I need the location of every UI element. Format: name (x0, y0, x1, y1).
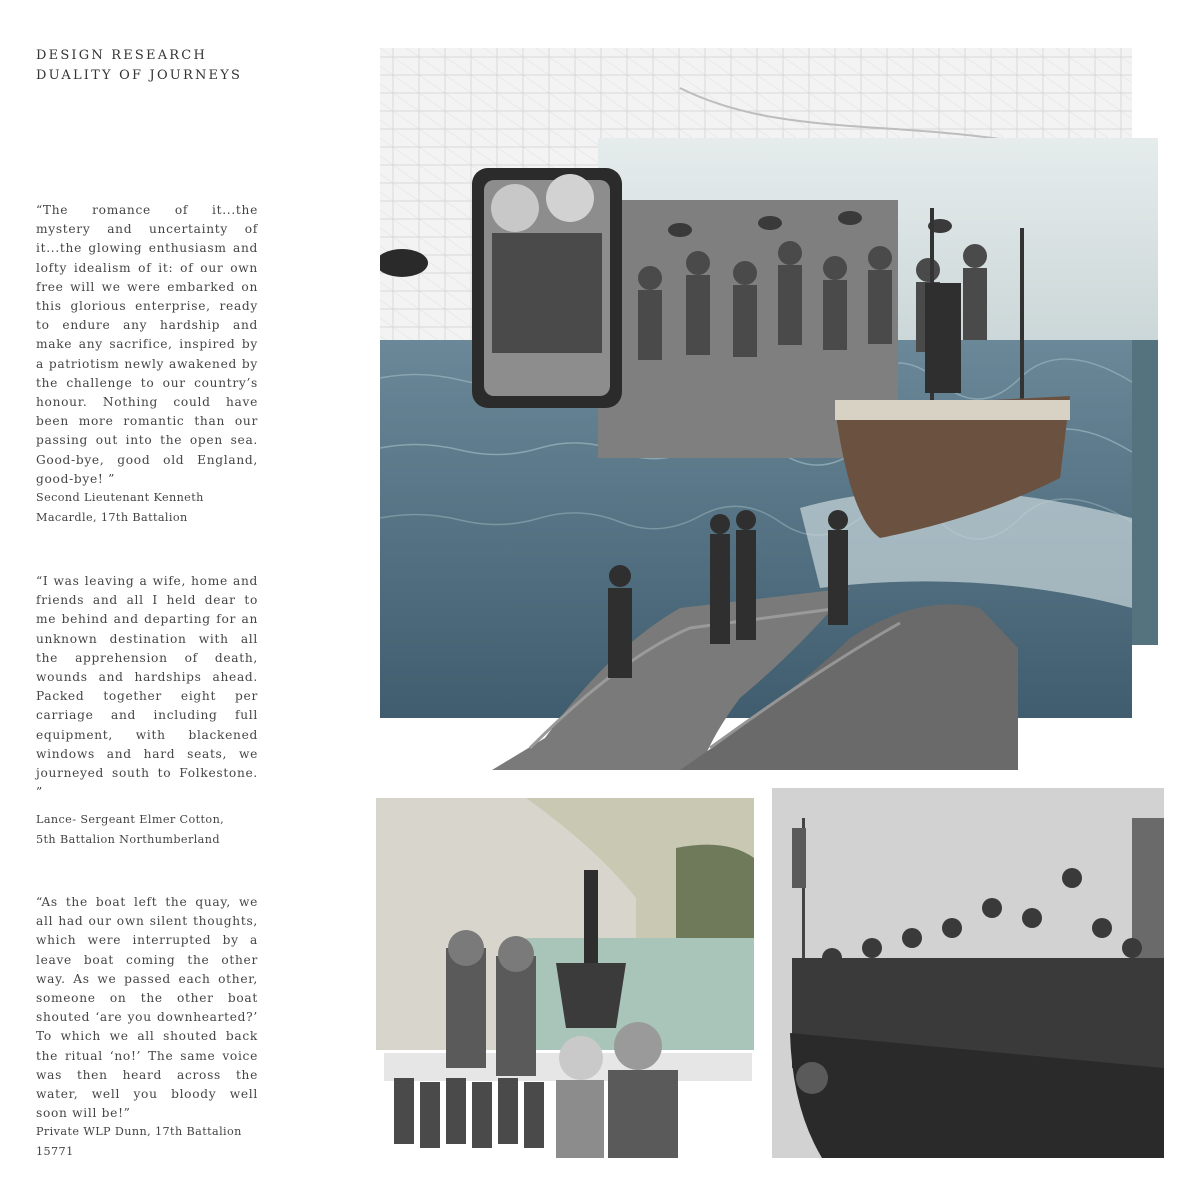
life-ring (796, 1062, 828, 1094)
attribution-macardle (36, 488, 276, 528)
harbour-collage (376, 788, 754, 1158)
page-header (36, 46, 242, 86)
attribution-line: 15771 (36, 1145, 74, 1158)
quote-macardle: “The romance of it...the mystery and uncertainty of it...the glowing enthusiasm and lofty idealism of it: of our own free will we were embarked on this glorious enterprise, ready to endure any hardship and make any sacrifice, inspired by a patriotism newly awakened by the challenge to our country’s honour. Nothing could have been more romantic than our passing out into the open sea. Good-bye, good old England, good-bye! ” (36, 203, 258, 486)
father-and-child (556, 1022, 678, 1158)
attribution-line: Macardle, 17th Battalion (36, 511, 188, 524)
attribution-line: Private WLP Dunn, 17th Battalion (36, 1125, 242, 1138)
harbour-collage-illustration (376, 788, 754, 1158)
quote-cotton: “I was leaving a wife, home and friends and all I held dear to me behind and departing for an unknown destination with all the apprehension of death, wounds and hardships ahead. Packed together eight per carriage and including full equipment, with blackened windows and hard seats, we journeyed south to Folkestone. ” (36, 574, 258, 800)
attribution-dunn (36, 1122, 276, 1162)
attribution-line: Lance- Sergeant Elmer Cotton, (36, 813, 225, 826)
attribution-line: Second Lieutenant Kenneth (36, 491, 204, 504)
quote-dunn: “As the boat left the quay, we all had our own silent thoughts, which were interrupted by a leave boat coming the other way. As we passed each other, someone on the other boat shouted ‘are you downhearted?’ To which we all shouted back the ritual ‘no!’ The same voice was then heard across the water, well you bloody well soon will be!” (36, 895, 258, 1121)
attribution-cotton (36, 810, 276, 850)
attribution-line: 5th Battalion Northumberland (36, 833, 220, 846)
main-collage-illustration (380, 48, 1160, 770)
flag-icon (792, 828, 806, 888)
main-collage (380, 48, 1160, 770)
sea-edge (1132, 340, 1158, 645)
troopship-photo (772, 788, 1164, 1158)
marching-column (394, 1078, 544, 1148)
troopship-illustration (772, 788, 1164, 1158)
header-title: DESIGN RESEARCH (36, 48, 207, 63)
header-subtitle: DUALITY OF JOURNEYS (36, 68, 243, 83)
